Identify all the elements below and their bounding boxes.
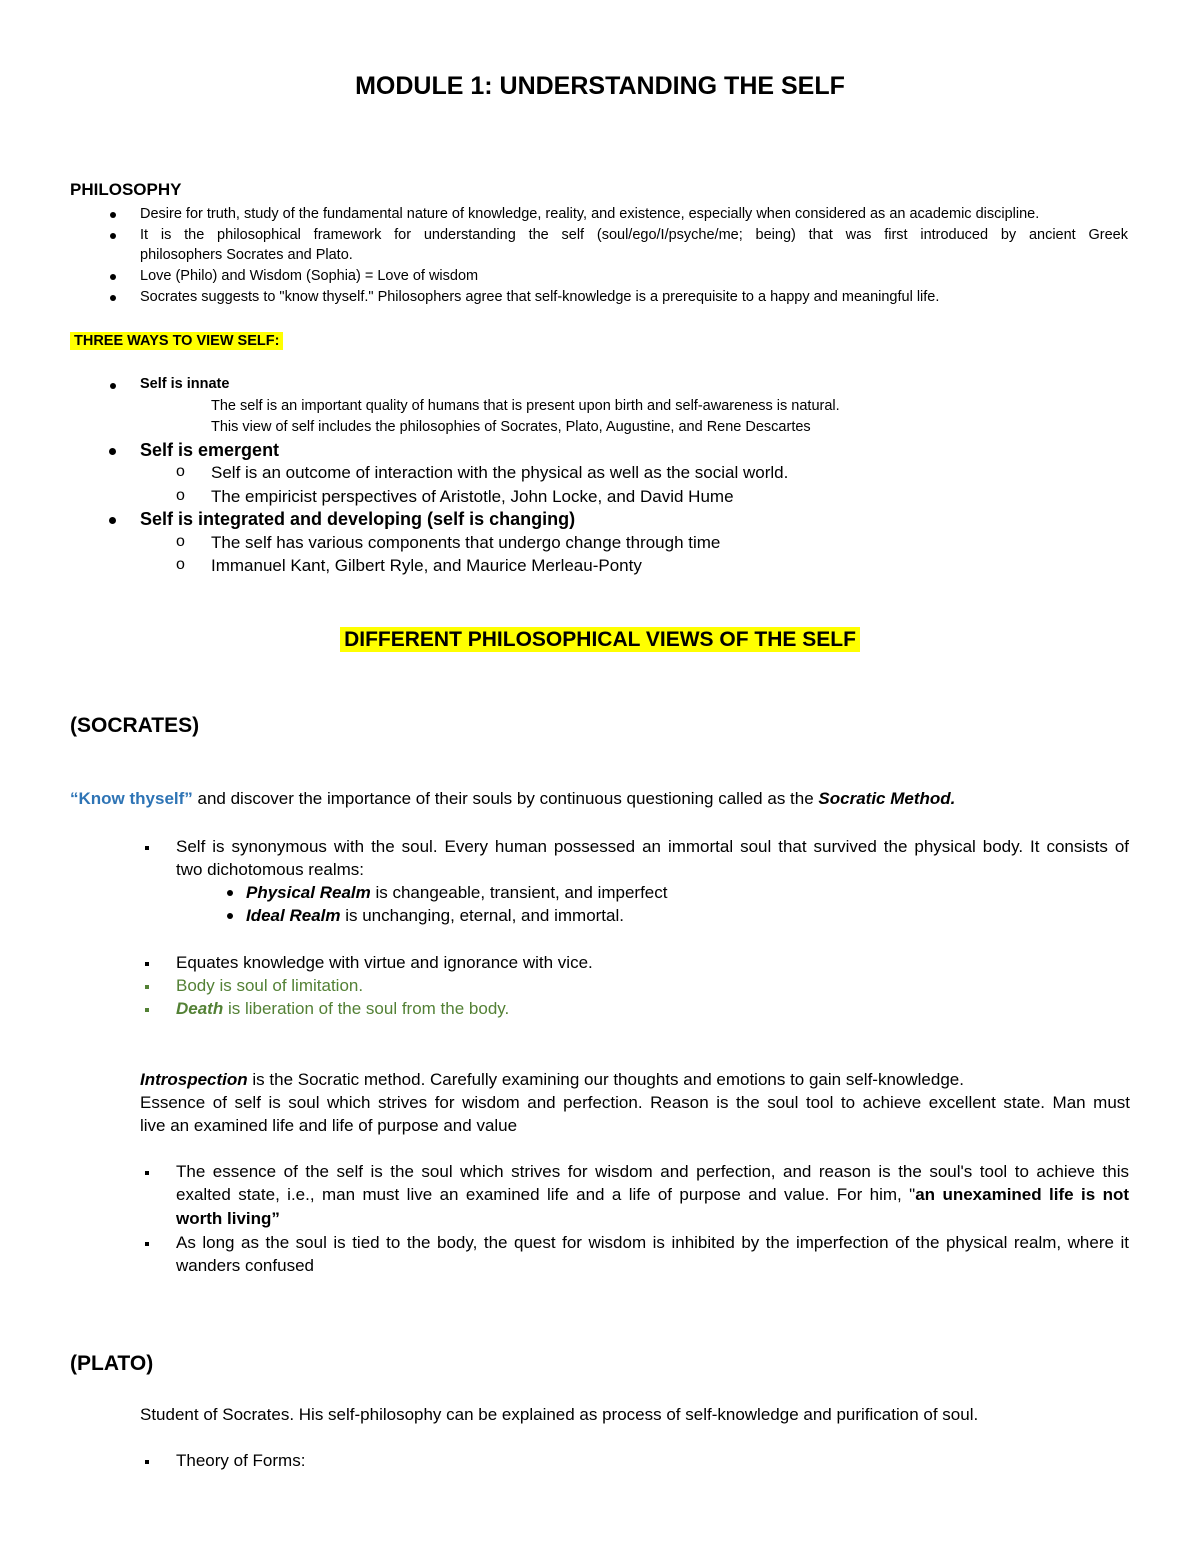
page-title: MODULE 1: UNDERSTANDING THE SELF bbox=[355, 72, 845, 100]
socrates-intro: “Know thyself” and discover the importance of their souls by continuous questioning called as the Socratic Method. bbox=[70, 789, 956, 808]
philosophy-bullet-2-line-1: It is the philosophical framework for understanding the self (soul/ego/I/psyche/me; being) that was first introduced by ancient Greek bbox=[140, 227, 1128, 243]
plato-bullet-1: Theory of Forms: bbox=[176, 1451, 306, 1470]
square-bullet-icon bbox=[145, 962, 149, 966]
three-ways-heading: THREE WAYS TO VIEW SELF: bbox=[70, 332, 283, 350]
self-innate-line-2: This view of self includes the philosophies of Socrates, Plato, Augustine, and Rene Descartes bbox=[211, 419, 811, 435]
socrates-bullet-5-line-2: exalted state, i.e., man must live an examined life and a life of purpose and value. For him, "an unexamined life is not bbox=[176, 1185, 1129, 1204]
self-integrated-sub-1: The self has various components that undergo change through time bbox=[211, 533, 721, 552]
bullet-icon bbox=[110, 274, 116, 280]
socrates-bullet-6-line-1: As long as the soul is tied to the body, the quest for wisdom is inhibited by the imperfection of the physical realm, where it bbox=[176, 1233, 1129, 1252]
philosophy-bullet-1: Desire for truth, study of the fundamental nature of knowledge, reality, and existence, especially when considered as an academic discipline. bbox=[140, 206, 1040, 222]
circle-bullet-icon: o bbox=[176, 533, 185, 550]
square-bullet-icon bbox=[145, 1242, 149, 1246]
circle-bullet-icon: o bbox=[176, 556, 185, 573]
philosophy-bullet-3: Love (Philo) and Wisdom (Sophia) = Love of wisdom bbox=[140, 268, 479, 284]
self-innate-label: Self is innate bbox=[140, 376, 230, 392]
square-bullet-icon bbox=[145, 985, 149, 989]
bullet-icon bbox=[227, 913, 233, 919]
physical-realm-item: Physical Realm is changeable, transient, and imperfect bbox=[246, 883, 668, 902]
socrates-bullet-5-line-3: worth living” bbox=[176, 1209, 280, 1228]
essence-line-1: Essence of self is soul which strives for wisdom and perfection. Reason is the soul tool to achieve excellent state. Man must bbox=[140, 1093, 1130, 1112]
socrates-bullet-1-line-1: Self is synonymous with the soul. Every human possessed an immortal soul that survived the physical body. It consists of bbox=[176, 837, 1129, 856]
socrates-bullet-6-line-2: wanders confused bbox=[176, 1256, 314, 1275]
bullet-icon bbox=[109, 517, 116, 524]
bullet-icon bbox=[110, 295, 116, 301]
bullet-icon bbox=[227, 890, 233, 896]
self-innate-line-1: The self is an important quality of humans that is present upon birth and self-awareness is natural. bbox=[211, 398, 840, 414]
plato-heading: (PLATO) bbox=[70, 1352, 154, 1375]
self-integrated-sub-2: Immanuel Kant, Gilbert Ryle, and Maurice Merleau-Ponty bbox=[211, 556, 642, 575]
essence-line-2: live an examined life and life of purpose and value bbox=[140, 1116, 518, 1135]
self-emergent-label: Self is emergent bbox=[140, 440, 280, 460]
socrates-bullet-2: Equates knowledge with virtue and ignorance with vice. bbox=[176, 953, 593, 972]
socrates-bullet-4: Death is liberation of the soul from the body. bbox=[176, 999, 510, 1018]
square-bullet-icon bbox=[145, 1460, 149, 1464]
self-emergent-sub-2: The empiricist perspectives of Aristotle, John Locke, and David Hume bbox=[211, 487, 734, 506]
philosophy-bullet-4: Socrates suggests to "know thyself." Philosophers agree that self-knowledge is a prerequisite to a happy and meaningful life. bbox=[140, 289, 940, 305]
square-bullet-icon bbox=[145, 1171, 149, 1175]
socrates-heading: (SOCRATES) bbox=[70, 714, 200, 737]
socrates-bullet-1-line-2: two dichotomous realms: bbox=[176, 860, 365, 879]
bullet-icon bbox=[110, 383, 116, 389]
different-views-heading: DIFFERENT PHILOSOPHICAL VIEWS OF THE SELF bbox=[0, 628, 1200, 652]
bullet-icon bbox=[110, 233, 116, 239]
circle-bullet-icon: o bbox=[176, 463, 185, 480]
self-emergent-sub-1: Self is an outcome of interaction with the physical as well as the social world. bbox=[211, 463, 789, 482]
ideal-realm-item: Ideal Realm is unchanging, eternal, and immortal. bbox=[246, 906, 624, 925]
bullet-icon bbox=[109, 448, 116, 455]
square-bullet-icon bbox=[145, 846, 149, 850]
bullet-icon bbox=[110, 212, 116, 218]
plato-intro: Student of Socrates. His self-philosophy can be explained as process of self-knowledge and purification of soul. bbox=[140, 1405, 979, 1424]
socrates-bullet-3: Body is soul of limitation. bbox=[176, 976, 364, 995]
socrates-bullet-5-line-1: The essence of the self is the soul which strives for wisdom and perfection, and reason is the soul's tool to achieve this bbox=[176, 1162, 1129, 1181]
self-integrated-label: Self is integrated and developing (self is changing) bbox=[140, 509, 576, 529]
philosophy-heading: PHILOSOPHY bbox=[70, 180, 182, 199]
square-bullet-icon bbox=[145, 1008, 149, 1012]
philosophy-bullet-2-line-2: philosophers Socrates and Plato. bbox=[140, 247, 353, 263]
circle-bullet-icon: o bbox=[176, 487, 185, 504]
introspection-paragraph: Introspection is the Socratic method. Carefully examining our thoughts and emotions to gain self-knowledge. bbox=[140, 1070, 964, 1089]
